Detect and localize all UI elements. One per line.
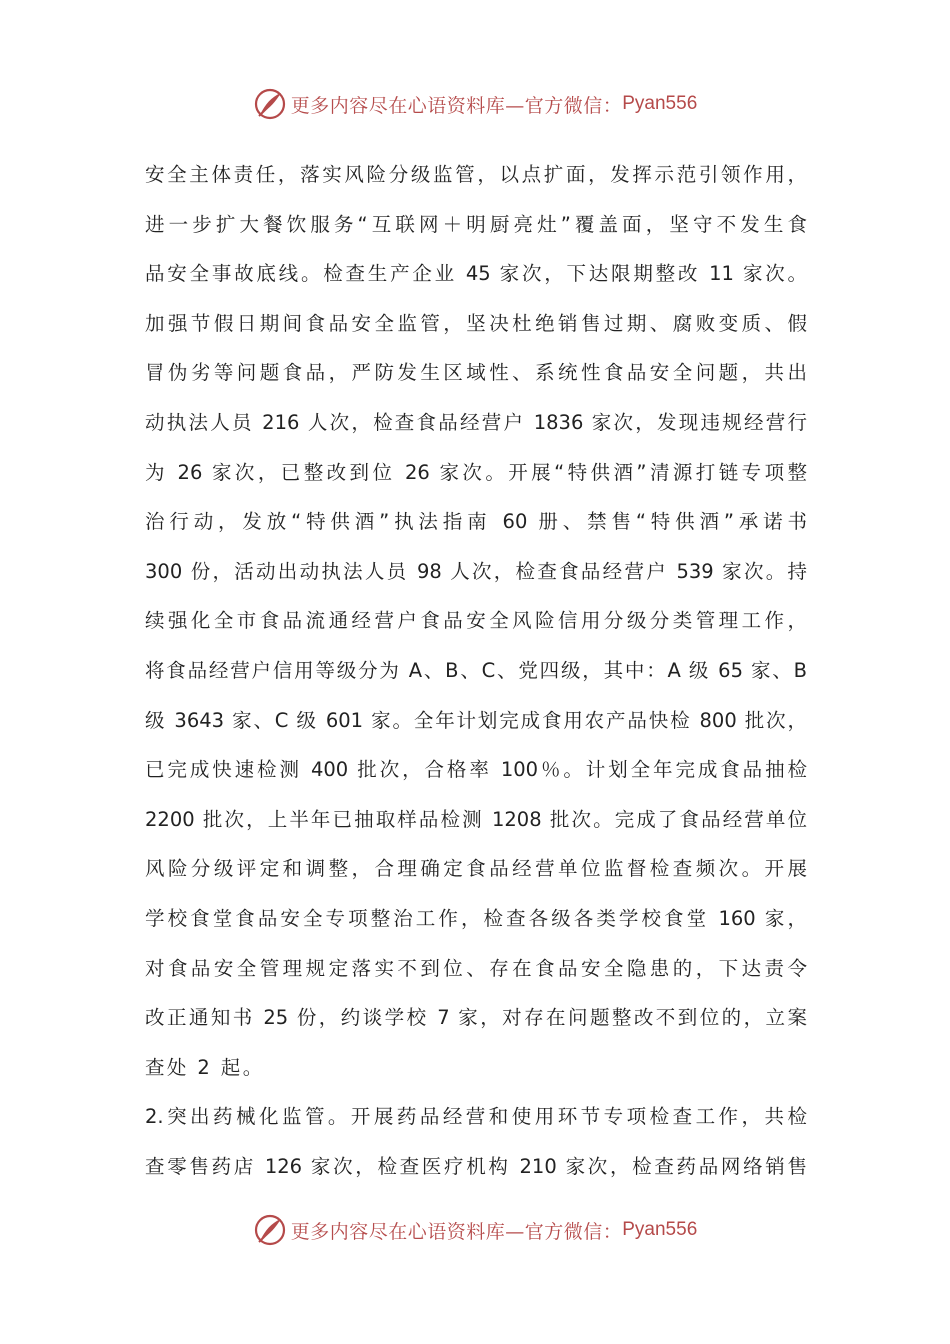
watermark-wechat-id: Pyan556	[622, 93, 698, 114]
document-body	[145, 150, 807, 1191]
body-line: 300 份，活动出动执法人员 98 人次，检查食品经营户 539 家次。持	[145, 559, 807, 583]
body-line: 已完成快速检测 400 批次，合格率 100％。计划全年完成食品抽检	[145, 758, 807, 782]
watermark-text: 更多内容尽在心语资料库—官方微信：	[290, 94, 623, 117]
body-line: 为 26 家次，已整改到位 26 家次。开展“特供酒”清源打链专项整	[145, 460, 807, 484]
header-watermark	[0, 86, 950, 122]
body-line: 进一步扩大餐饮服务“互联网＋明厨亮灶”覆盖面，坚守不发生食	[145, 212, 807, 236]
watermark-wechat-id: Pyan556	[622, 1219, 698, 1240]
body-line: 级 3643 家、C 级 601 家。全年计划完成食用农产品快检 800 批次，	[145, 708, 807, 732]
body-line: 冒伪劣等问题食品，严防发生区域性、系统性食品安全问题，共出	[145, 361, 807, 385]
body-line: 动执法人员 216 人次，检查食品经营户 1836 家次，发现违规经营行	[145, 410, 807, 434]
body-line: 风险分级评定和调整，合理确定食品经营单位监督检查频次。开展	[145, 857, 807, 881]
body-line: 续强化全市食品流通经营户食品安全风险信用分级分类管理工作，	[145, 609, 807, 633]
quill-logo-icon	[253, 1213, 287, 1247]
quill-logo-icon	[253, 87, 287, 121]
body-line: 治行动，发放“特供酒”执法指南 60 册、禁售“特供酒”承诺书	[145, 510, 807, 534]
body-line: 对食品安全管理规定落实不到位、存在食品安全隐患的，下达责令	[145, 956, 807, 980]
body-line: 查处 2 起。	[145, 1055, 265, 1079]
body-line: 改正通知书 25 份，约谈学校 7 家，对存在问题整改不到位的，立案	[145, 1006, 807, 1030]
body-line: 加强节假日期间食品安全监管，坚决杜绝销售过期、腐败变质、假	[145, 311, 807, 335]
watermark-text: 更多内容尽在心语资料库—官方微信：	[290, 1220, 623, 1243]
body-line: 2200 批次，上半年已抽取样品检测 1208 批次。完成了食品经营单位	[145, 807, 807, 831]
body-line: 学校食堂食品安全专项整治工作，检查各级各类学校食堂 160 家，	[145, 906, 807, 930]
body-line: 品安全事故底线。检查生产企业 45 家次，下达限期整改 11 家次。	[145, 262, 807, 286]
body-line: 查零售药店 126 家次，检查医疗机构 210 家次，检查药品网络销售	[145, 1154, 807, 1178]
body-line: 将食品经营户信用等级分为 A、B、C、党四级，其中：A 级 65 家、B	[145, 658, 807, 682]
body-line: 2.突出药械化监管。开展药品经营和使用环节专项检查工作，共检	[145, 1105, 807, 1129]
body-line: 安全主体责任，落实风险分级监管，以点扩面，发挥示范引领作用，	[145, 163, 807, 186]
footer-watermark	[0, 1212, 950, 1248]
